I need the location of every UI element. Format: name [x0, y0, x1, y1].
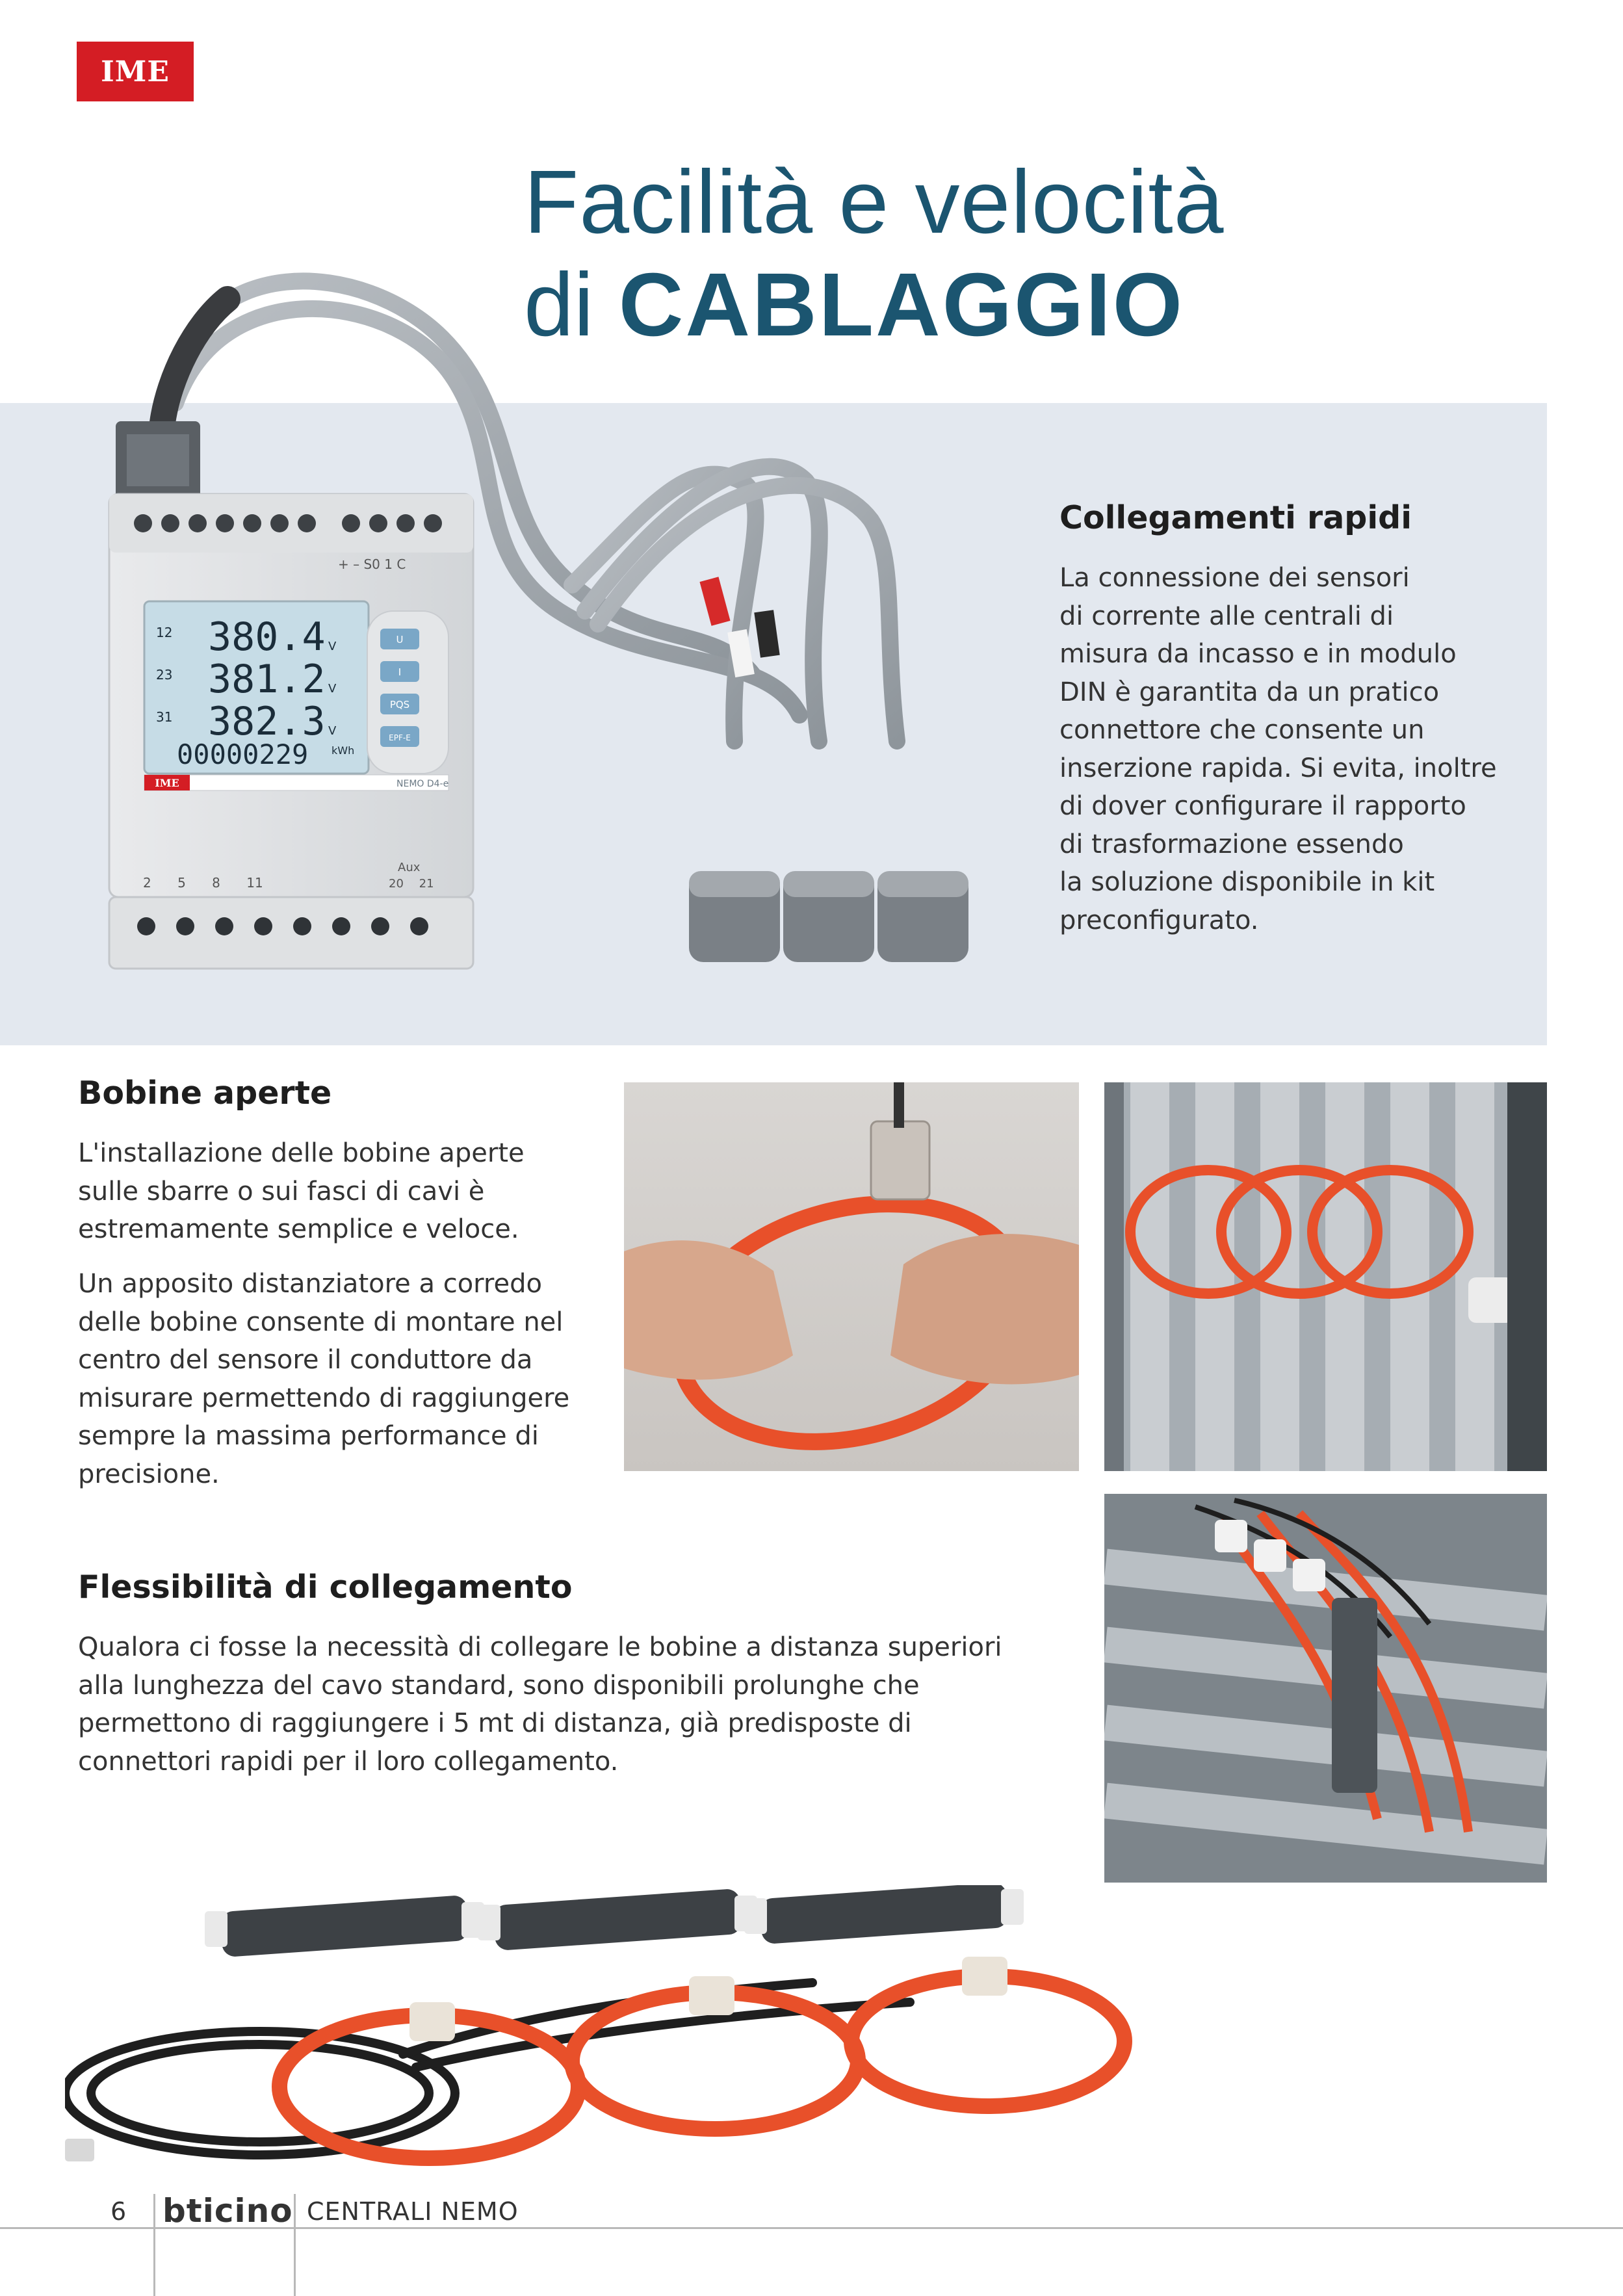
- heading-flessibilita: Flessibilità di collegamento: [78, 1569, 573, 1606]
- meter-aux-numbers: 20 21: [389, 877, 434, 891]
- meter-button-i: I: [398, 666, 402, 678]
- meter-row-3-value: 382.3: [208, 699, 326, 744]
- meter-energy-value: 00000229: [177, 738, 309, 770]
- meter-button-epf: EPF-E: [389, 733, 411, 742]
- meter-row-1-value: 380.4: [208, 614, 326, 660]
- photo-panel-extensions: [1104, 1494, 1547, 1883]
- meter-row-1-label: 12: [156, 625, 173, 640]
- text-flessibilita: Qualora ci fosse la necessità di collegare le bobine a distanza superiori alla lunghezza del cavo standard, sono disponibili prolunghe che permettono di raggiungere i 5 mt di distanza, già predisposte di connettori rapidi per il loro collegamento.: [78, 1632, 1002, 1777]
- heading-collegamenti-rapidi: Collegamenti rapidi: [1059, 499, 1412, 536]
- meter-illustration: [0, 247, 1053, 1014]
- meter-model: NEMO D4-e: [396, 779, 449, 789]
- title-line-1: Facilità e velocità: [524, 152, 1225, 252]
- footer-divider-2: [294, 2194, 296, 2296]
- photo-panel-coils: [1104, 1082, 1547, 1471]
- text-bobine-aperte-2: Un apposito distanziatore a corredo delle bobine consente di montare nel centro del sensore il conduttore da misurare permettendo di raggiungere sempre la massima performance di precisione.: [78, 1269, 570, 1489]
- meter-bottom-terminals: 2 5 8 11: [143, 875, 263, 891]
- page-number: 6: [110, 2197, 127, 2226]
- photo-hands-coil: [624, 1082, 1079, 1471]
- text-bobine-aperte-1: L'installazione delle bobine aperte sulle sbarre o sui fasci di cavi è estremamente semplice e veloce.: [78, 1138, 525, 1244]
- meter-row-2-label: 23: [156, 667, 173, 683]
- meter-top-terminals: + – S0 1 C: [338, 556, 406, 572]
- heading-bobine-aperte: Bobine aperte: [78, 1075, 332, 1112]
- meter-row-1-unit: V: [328, 640, 337, 653]
- meter-row-2-value: 381.2: [208, 657, 326, 702]
- meter-button-u: U: [396, 634, 404, 646]
- meter-brand: IME: [155, 777, 179, 789]
- meter-row-3-label: 31: [156, 709, 173, 725]
- meter-energy-unit: kWh: [331, 744, 355, 757]
- ime-logo: IME: [77, 42, 194, 101]
- product-kit-photo: [65, 1885, 1261, 2184]
- footer-title: CENTRALI NEMO: [307, 2197, 519, 2226]
- footer-divider-1: [153, 2194, 155, 2296]
- bticino-logo: bticino: [162, 2192, 293, 2230]
- meter-row-2-unit: V: [328, 682, 337, 696]
- title-bold: CABLAGGIO: [618, 255, 1185, 355]
- meter-aux-label: Aux: [398, 861, 421, 874]
- text-collegamenti-rapidi: La connessione dei sensori di corrente alle centrali di misura da incasso e in modulo DIN è garantita da un pratico connettore che consente un inserzione rapida. Si evita, inoltre di dover configurare il rapporto di trasformazione essendo la soluzione disponibile in kit preconfigurato.: [1059, 563, 1497, 935]
- meter-button-pqs: PQS: [389, 699, 410, 711]
- title-line-2: di CABLAGGIO: [524, 255, 1185, 355]
- meter-row-3-unit: V: [328, 724, 337, 738]
